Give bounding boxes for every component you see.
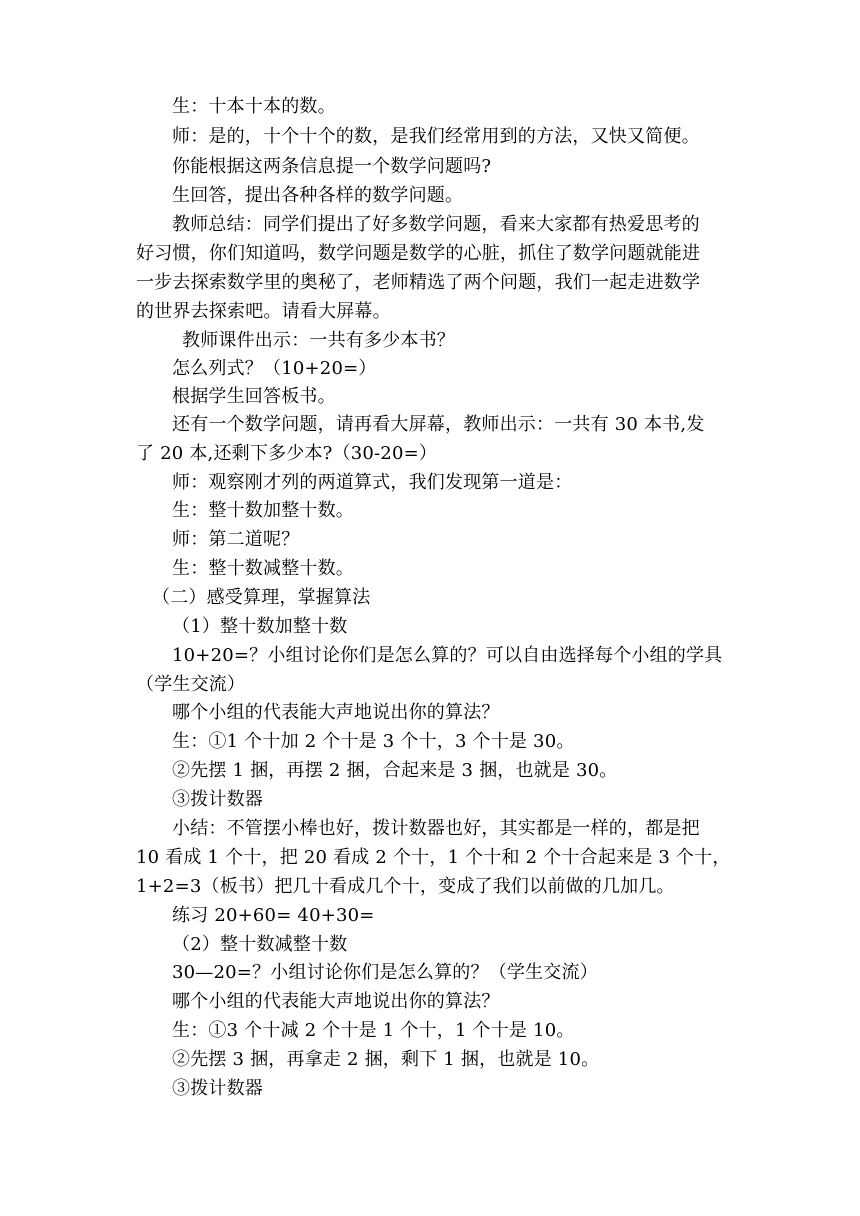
text-line: 师：观察刚才列的两道算式，我们发现第一道是： — [172, 472, 573, 493]
text-line: ②先摆 3 捆，再拿走 2 捆，剩下 1 捆，也就是 10。 — [172, 1049, 600, 1070]
text-line: 哪个小组的代表能大声地说出你的算法？ — [172, 991, 500, 1012]
text-line: 的世界去探索吧。请看大屏幕。 — [136, 301, 391, 322]
text-line: ③拨计数器 — [172, 789, 263, 810]
text-line: 1+2=3（板书）把几十看成几个十，变成了我们以前做的几加几。 — [136, 876, 675, 897]
text-line: 小结：不管摆小棒也好，拨计数器也好，其实都是一样的，都是把 — [172, 818, 700, 839]
text-line: 生：整十数减整十数。 — [172, 558, 354, 579]
text-line: ③拨计数器 — [172, 1078, 263, 1099]
text-line: 教师课件出示：一共有多少本书？ — [182, 330, 455, 351]
text-line: 30—20=？小组讨论你们是怎么算的？（学生交流） — [172, 962, 598, 983]
text-line: （学生交流） — [136, 674, 246, 695]
text-line: 好习惯，你们知道吗，数学问题是数学的心脏，抓住了数学问题就能进 — [136, 243, 701, 264]
text-line: 你能根据这两条信息提一个数学问题吗? — [172, 156, 492, 177]
text-line: 练习 20+60= 40+30= — [172, 905, 375, 926]
text-line: 生：整十数加整十数。 — [172, 500, 354, 521]
subsection-heading: （1）整十数加整十数 — [172, 616, 348, 637]
text-line: 生：①1 个十加 2 个十是 3 个十，3 个十是 30。 — [172, 731, 575, 752]
text-line: 哪个小组的代表能大声地说出你的算法？ — [172, 702, 500, 723]
text-line: 10+20=？小组讨论你们是怎么算的？可以自由选择每个小组的学具 — [172, 645, 723, 666]
text-line: 师：是的，十个十个的数，是我们经常用到的方法，又快又简便。 — [172, 126, 700, 147]
text-line: 生回答，提出各种各样的数学问题。 — [172, 185, 464, 206]
text-line: 一步去探索数学里的奥秘了，老师精选了两个问题，我们一起走进数学 — [136, 272, 701, 293]
text-line: 师：第二道呢？ — [172, 529, 300, 550]
subsection-heading: （2）整十数减整十数 — [172, 934, 348, 955]
text-line: 还有一个数学问题，请再看大屏幕，教师出示：一共有 30 本书,发 — [172, 414, 705, 435]
section-heading: （二）感受算理，掌握算法 — [152, 587, 371, 608]
text-line: 怎么列式？（10+20=） — [172, 358, 377, 379]
text-line: 教师总结：同学们提出了好多数学问题，看来大家都有热爱思考的 — [172, 214, 700, 235]
text-line: 生：①3 个十减 2 个十是 1 个十，1 个十是 10。 — [172, 1020, 575, 1041]
text-line: 根据学生回答板书。 — [172, 386, 336, 407]
text-line: 10 看成 1 个十，把 20 看成 2 个十，1 个十和 2 个十合起来是 3 个十， — [136, 847, 731, 868]
text-line: 生：十本十本的数。 — [172, 96, 336, 117]
text-line: ②先摆 1 捆，再摆 2 捆，合起来是 3 捆，也就是 30。 — [172, 760, 618, 781]
text-line: 了 20 本,还剩下多少本?（30-20=） — [136, 443, 438, 464]
